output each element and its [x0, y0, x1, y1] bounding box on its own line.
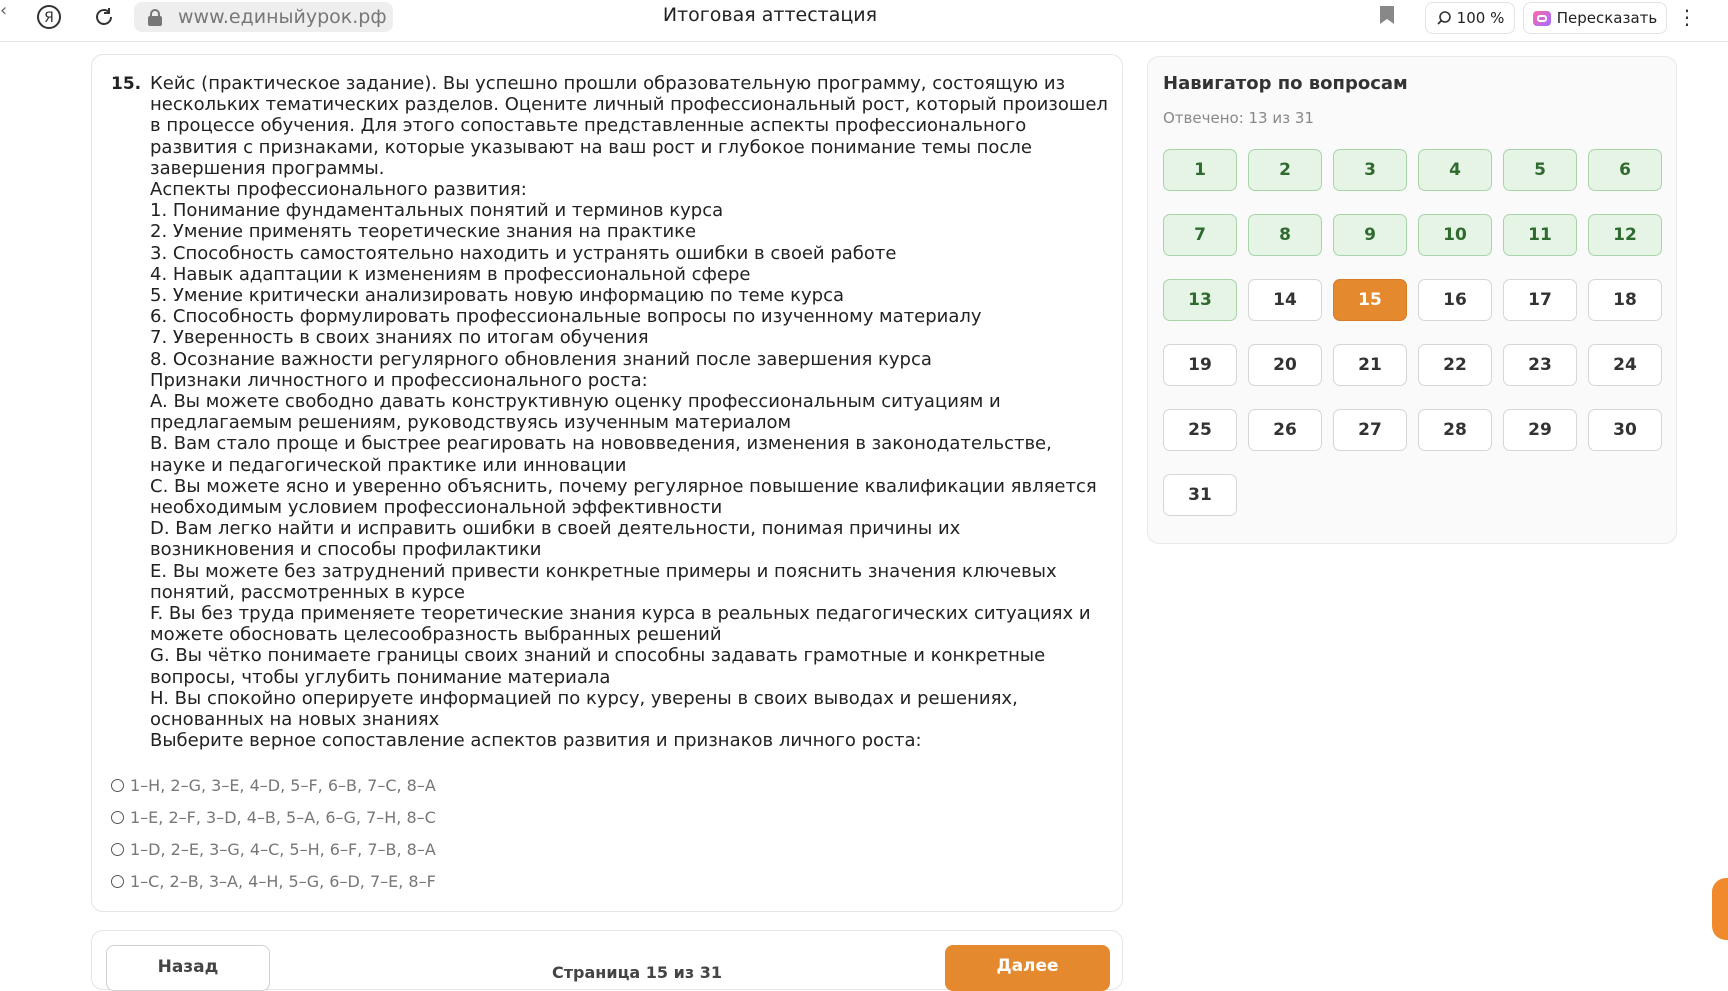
back-arrow-icon[interactable]: ‹ — [0, 0, 8, 21]
question-button-11[interactable]: 11 — [1503, 214, 1577, 256]
question-button-24[interactable]: 24 — [1588, 344, 1662, 386]
answer-option-label: 1–D, 2–E, 3–G, 4–C, 5–H, 6–F, 7–B, 8–A — [130, 839, 436, 859]
answered-count: Отвечено: 13 из 31 — [1163, 109, 1314, 127]
question-button-25[interactable]: 25 — [1163, 409, 1237, 451]
retell-label: Пересказать — [1556, 9, 1658, 27]
question-card — [91, 54, 1123, 912]
question-text: Кейс (практическое задание). Вы успешно прошли образовательную программу, состоящую из нескольких тематических разделов. Оцените личный профессиональный рост, который произошел в процессе обучения. Для этого сопоставьте представленные аспекты профессионального развития с признаками, которые указывают на ваш рост и глубокое понимание темы после завершения программы. Аспекты профессионального развития: 1. Понимание фундаментальных понятий и терминов курса 2. Умение применять теоретические знания на практике 3. Способность самостоятельно находить и устранять ошибки в своей работе 4. Навык адаптации к изменениям в профессиональной сфере 5. Умение критически анализировать новую информацию по теме курса 6. Способность формулировать профессиональные вопросы по изученному материалу 7. Уверенность в своих знаниях по итогам обучения 8. Осознание важности регулярного обновления знаний после завершения курса Признаки личностного и профессионального роста: A. Вы можете свободно давать конструктивную оценку профессиональным ситуациям и предлагаемым решениям, руководствуясь изученным материалом B. Вам стало проще и быстрее реагировать на нововведения, изменения в законодательстве, науке и педагогической практике или инновации C. Вы можете ясно и уверенно объяснить, почему регулярное повышение квалификации является необходимым условием профессиональной эффективности D. Вам легко найти и исправить ошибки в своей деятельности, понимая причины их возникновения и способы профилактики E. Вы можете без затруднений привести конкретные примеры и пояснить значения ключевых понятий, рассмотренных в курсе F. Вы без труда применяете теоретические знания курса в реальных педагогических ситуациях и можете обосновать целесообразность выбранных решений G. Вы чётко понимаете границы своих знаний и способны задавать грамотные и конкретные вопросы, чтобы углубить понимание материала H. Вы спокойно оперируете информацией по курсу, уверены в своих выводах и решениях, основанных на новых знаниях Выберите верное сопоставление аспектов развития и признаков личного роста: — [150, 73, 1108, 752]
question-button-20[interactable]: 20 — [1248, 344, 1322, 386]
yandex-logo-icon[interactable] — [34, 2, 64, 32]
question-button-27[interactable]: 27 — [1333, 409, 1407, 451]
back-button[interactable]: Назад — [106, 945, 270, 991]
side-widget-tab[interactable] — [1712, 878, 1728, 940]
reload-icon[interactable] — [89, 2, 119, 32]
bookmark-icon[interactable] — [1380, 6, 1394, 24]
radio-button[interactable] — [111, 779, 124, 792]
retell-button[interactable] — [1523, 2, 1667, 34]
radio-button[interactable] — [111, 811, 124, 824]
question-button-22[interactable]: 22 — [1418, 344, 1492, 386]
next-button[interactable]: Далее — [945, 945, 1110, 991]
question-button-21[interactable]: 21 — [1333, 344, 1407, 386]
radio-button[interactable] — [111, 875, 124, 888]
zoom-button[interactable] — [1425, 2, 1515, 34]
svg-text:Я: Я — [44, 10, 54, 26]
question-button-18[interactable]: 18 — [1588, 279, 1662, 321]
question-button-17[interactable]: 17 — [1503, 279, 1577, 321]
question-button-6[interactable]: 6 — [1588, 149, 1662, 191]
navigator-title: Навигатор по вопросам — [1163, 73, 1408, 94]
question-button-29[interactable]: 29 — [1503, 409, 1577, 451]
page-title: Итоговая аттестация — [662, 4, 878, 26]
pagination-bar — [91, 930, 1123, 990]
question-button-15[interactable]: 15 — [1333, 279, 1407, 321]
answer-option-label: 1–E, 2–F, 3–D, 4–B, 5–A, 6–G, 7–H, 8–C — [130, 807, 436, 827]
question-button-4[interactable]: 4 — [1418, 149, 1492, 191]
zoom-icon — [1436, 10, 1452, 26]
address-bar[interactable] — [134, 2, 393, 32]
more-menu-icon[interactable]: ⋮ — [1677, 5, 1697, 29]
answer-option-3[interactable] — [111, 833, 436, 865]
question-button-28[interactable]: 28 — [1418, 409, 1492, 451]
question-button-5[interactable]: 5 — [1503, 149, 1577, 191]
question-button-23[interactable]: 23 — [1503, 344, 1577, 386]
question-button-14[interactable]: 14 — [1248, 279, 1322, 321]
page-indicator: Страница 15 из 31 — [552, 963, 722, 982]
radio-button[interactable] — [111, 843, 124, 856]
question-button-13[interactable]: 13 — [1163, 279, 1237, 321]
question-grid — [1163, 149, 1662, 516]
question-button-19[interactable]: 19 — [1163, 344, 1237, 386]
question-button-31[interactable]: 31 — [1163, 474, 1237, 516]
question-button-3[interactable]: 3 — [1333, 149, 1407, 191]
question-button-1[interactable]: 1 — [1163, 149, 1237, 191]
question-navigator — [1147, 56, 1677, 544]
question-button-7[interactable]: 7 — [1163, 214, 1237, 256]
question-button-12[interactable]: 12 — [1588, 214, 1662, 256]
question-button-30[interactable]: 30 — [1588, 409, 1662, 451]
answer-option-label: 1–C, 2–B, 3–A, 4–H, 5–G, 6–D, 7–E, 8–F — [130, 871, 436, 891]
question-button-2[interactable]: 2 — [1248, 149, 1322, 191]
question-button-10[interactable]: 10 — [1418, 214, 1492, 256]
zoom-level: 100 % — [1456, 9, 1505, 27]
answer-option-label: 1–H, 2–G, 3–E, 4–D, 5–F, 6–B, 7–C, 8–A — [130, 775, 436, 795]
address-url: www.единыйурок.рф — [178, 6, 387, 28]
answer-option-4[interactable] — [111, 865, 436, 897]
question-button-8[interactable]: 8 — [1248, 214, 1322, 256]
answer-option-1[interactable] — [111, 769, 436, 801]
question-button-26[interactable]: 26 — [1248, 409, 1322, 451]
retell-icon — [1533, 11, 1551, 26]
browser-toolbar — [0, 0, 1728, 42]
answer-options — [111, 769, 436, 897]
question-button-9[interactable]: 9 — [1333, 214, 1407, 256]
question-button-16[interactable]: 16 — [1418, 279, 1492, 321]
question-number: 15. — [111, 74, 142, 94]
answer-option-2[interactable] — [111, 801, 436, 833]
lock-icon — [148, 9, 162, 25]
